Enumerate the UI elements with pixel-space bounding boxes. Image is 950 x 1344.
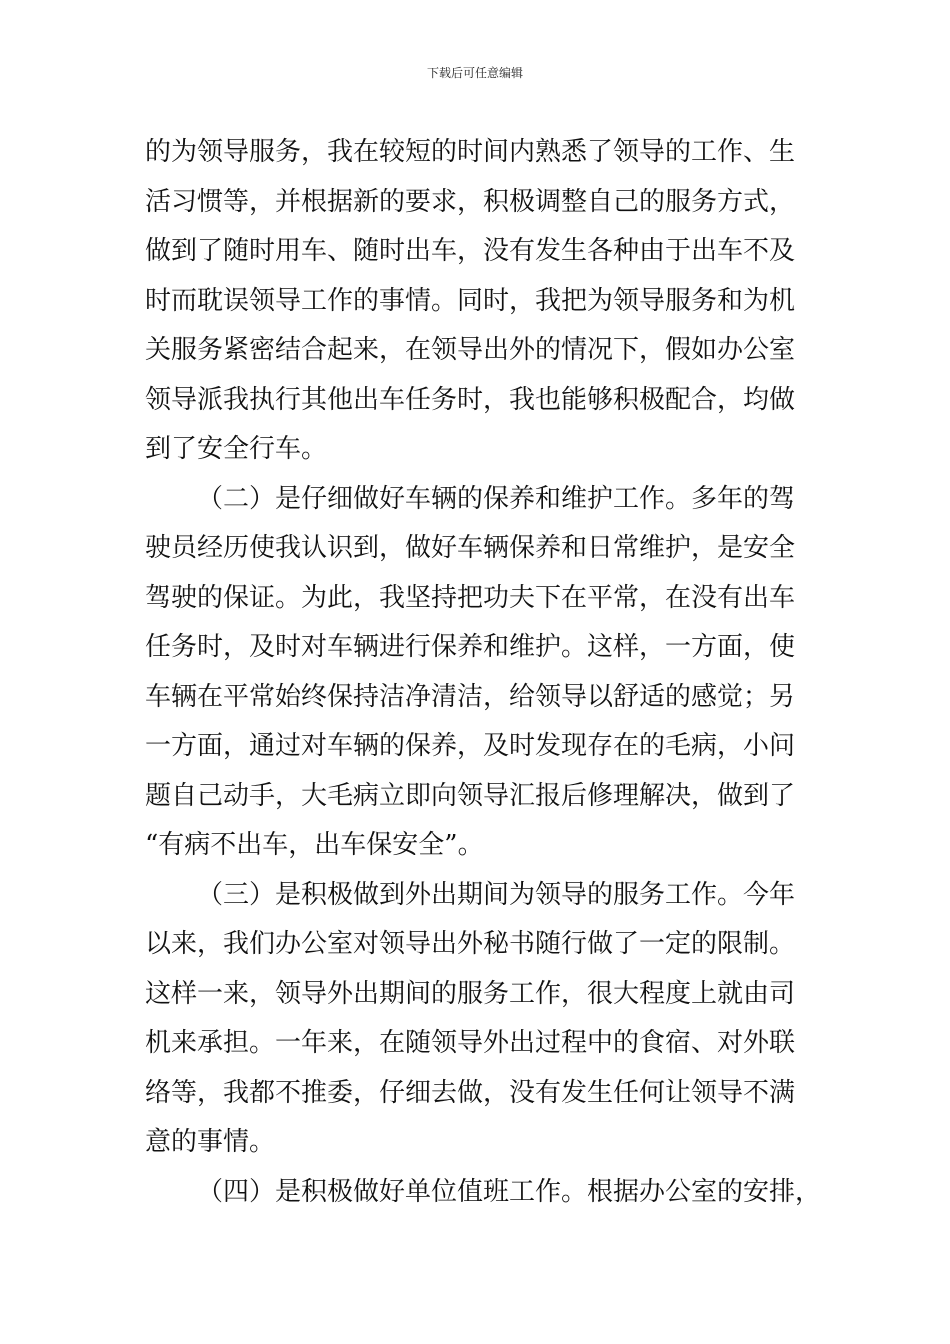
text-line: 络等，我都不推委，仔细去做，没有发生任何让领导不满 [145, 1077, 796, 1108]
text-line: 驾驶的保证。为此，我坚持把功夫下在平常，在没有出车 [145, 582, 796, 613]
text-line: 做到了随时用车、随时出车，没有发生各种由于出车不及 [145, 236, 796, 266]
text-line: 驶员经历使我认识到，做好车辆保养和日常维护，是安全 [145, 533, 796, 563]
text-line: 车辆在平常始终保持洁净清洁，给领导以舒适的感觉；另 [145, 681, 796, 712]
text-line: 的为领导服务，我在较短的时间内熟悉了领导的工作、生 [145, 137, 796, 167]
text-line: 领导派我执行其他出车任务时，我也能够积极配合，均做 [145, 384, 796, 415]
text-line: 时而耽误领导工作的事情。同时，我把为领导服务和为机 [145, 285, 796, 316]
text-line: 关服务紧密结合起来，在领导出外的情况下，假如办公室 [145, 335, 796, 365]
paragraph-start-line: （二）是仔细做好车辆的保养和维护工作。多年的驾 [197, 483, 796, 514]
text-line: 机来承担。一年来，在随领导外出过程中的食宿、对外联 [145, 1028, 796, 1058]
page-header: 下载后可任意编辑 [426, 66, 523, 80]
text-line: 到了安全行车。 [145, 434, 328, 464]
text-line: 题自己动手，大毛病立即向领导汇报后修理解决，做到了 [145, 780, 796, 811]
text-line: 任务时，及时对车辆进行保养和维护。这样，一方面，使 [145, 632, 796, 662]
text-line: 意的事情。 [145, 1127, 276, 1157]
text-line: 一方面，通过对车辆的保养，及时发现存在的毛病，小问 [145, 731, 796, 761]
document-body [145, 128, 820, 1217]
text-line: 以来，我们办公室对领导出外秘书随行做了一定的限制。 [145, 929, 796, 959]
text-line: 活习惯等，并根据新的要求，积极调整自己的服务方式， [145, 186, 796, 217]
text-line: 这样一来，领导外出期间的服务工作，很大程度上就由司 [145, 978, 796, 1009]
paragraph-start-line: （三）是积极做到外出期间为领导的服务工作。今年 [197, 879, 796, 910]
paragraph-start-line: （四）是积极做好单位值班工作。根据办公室的安排， [197, 1176, 822, 1207]
text-line: “有病不出车，出车保安全”。 [145, 830, 484, 860]
